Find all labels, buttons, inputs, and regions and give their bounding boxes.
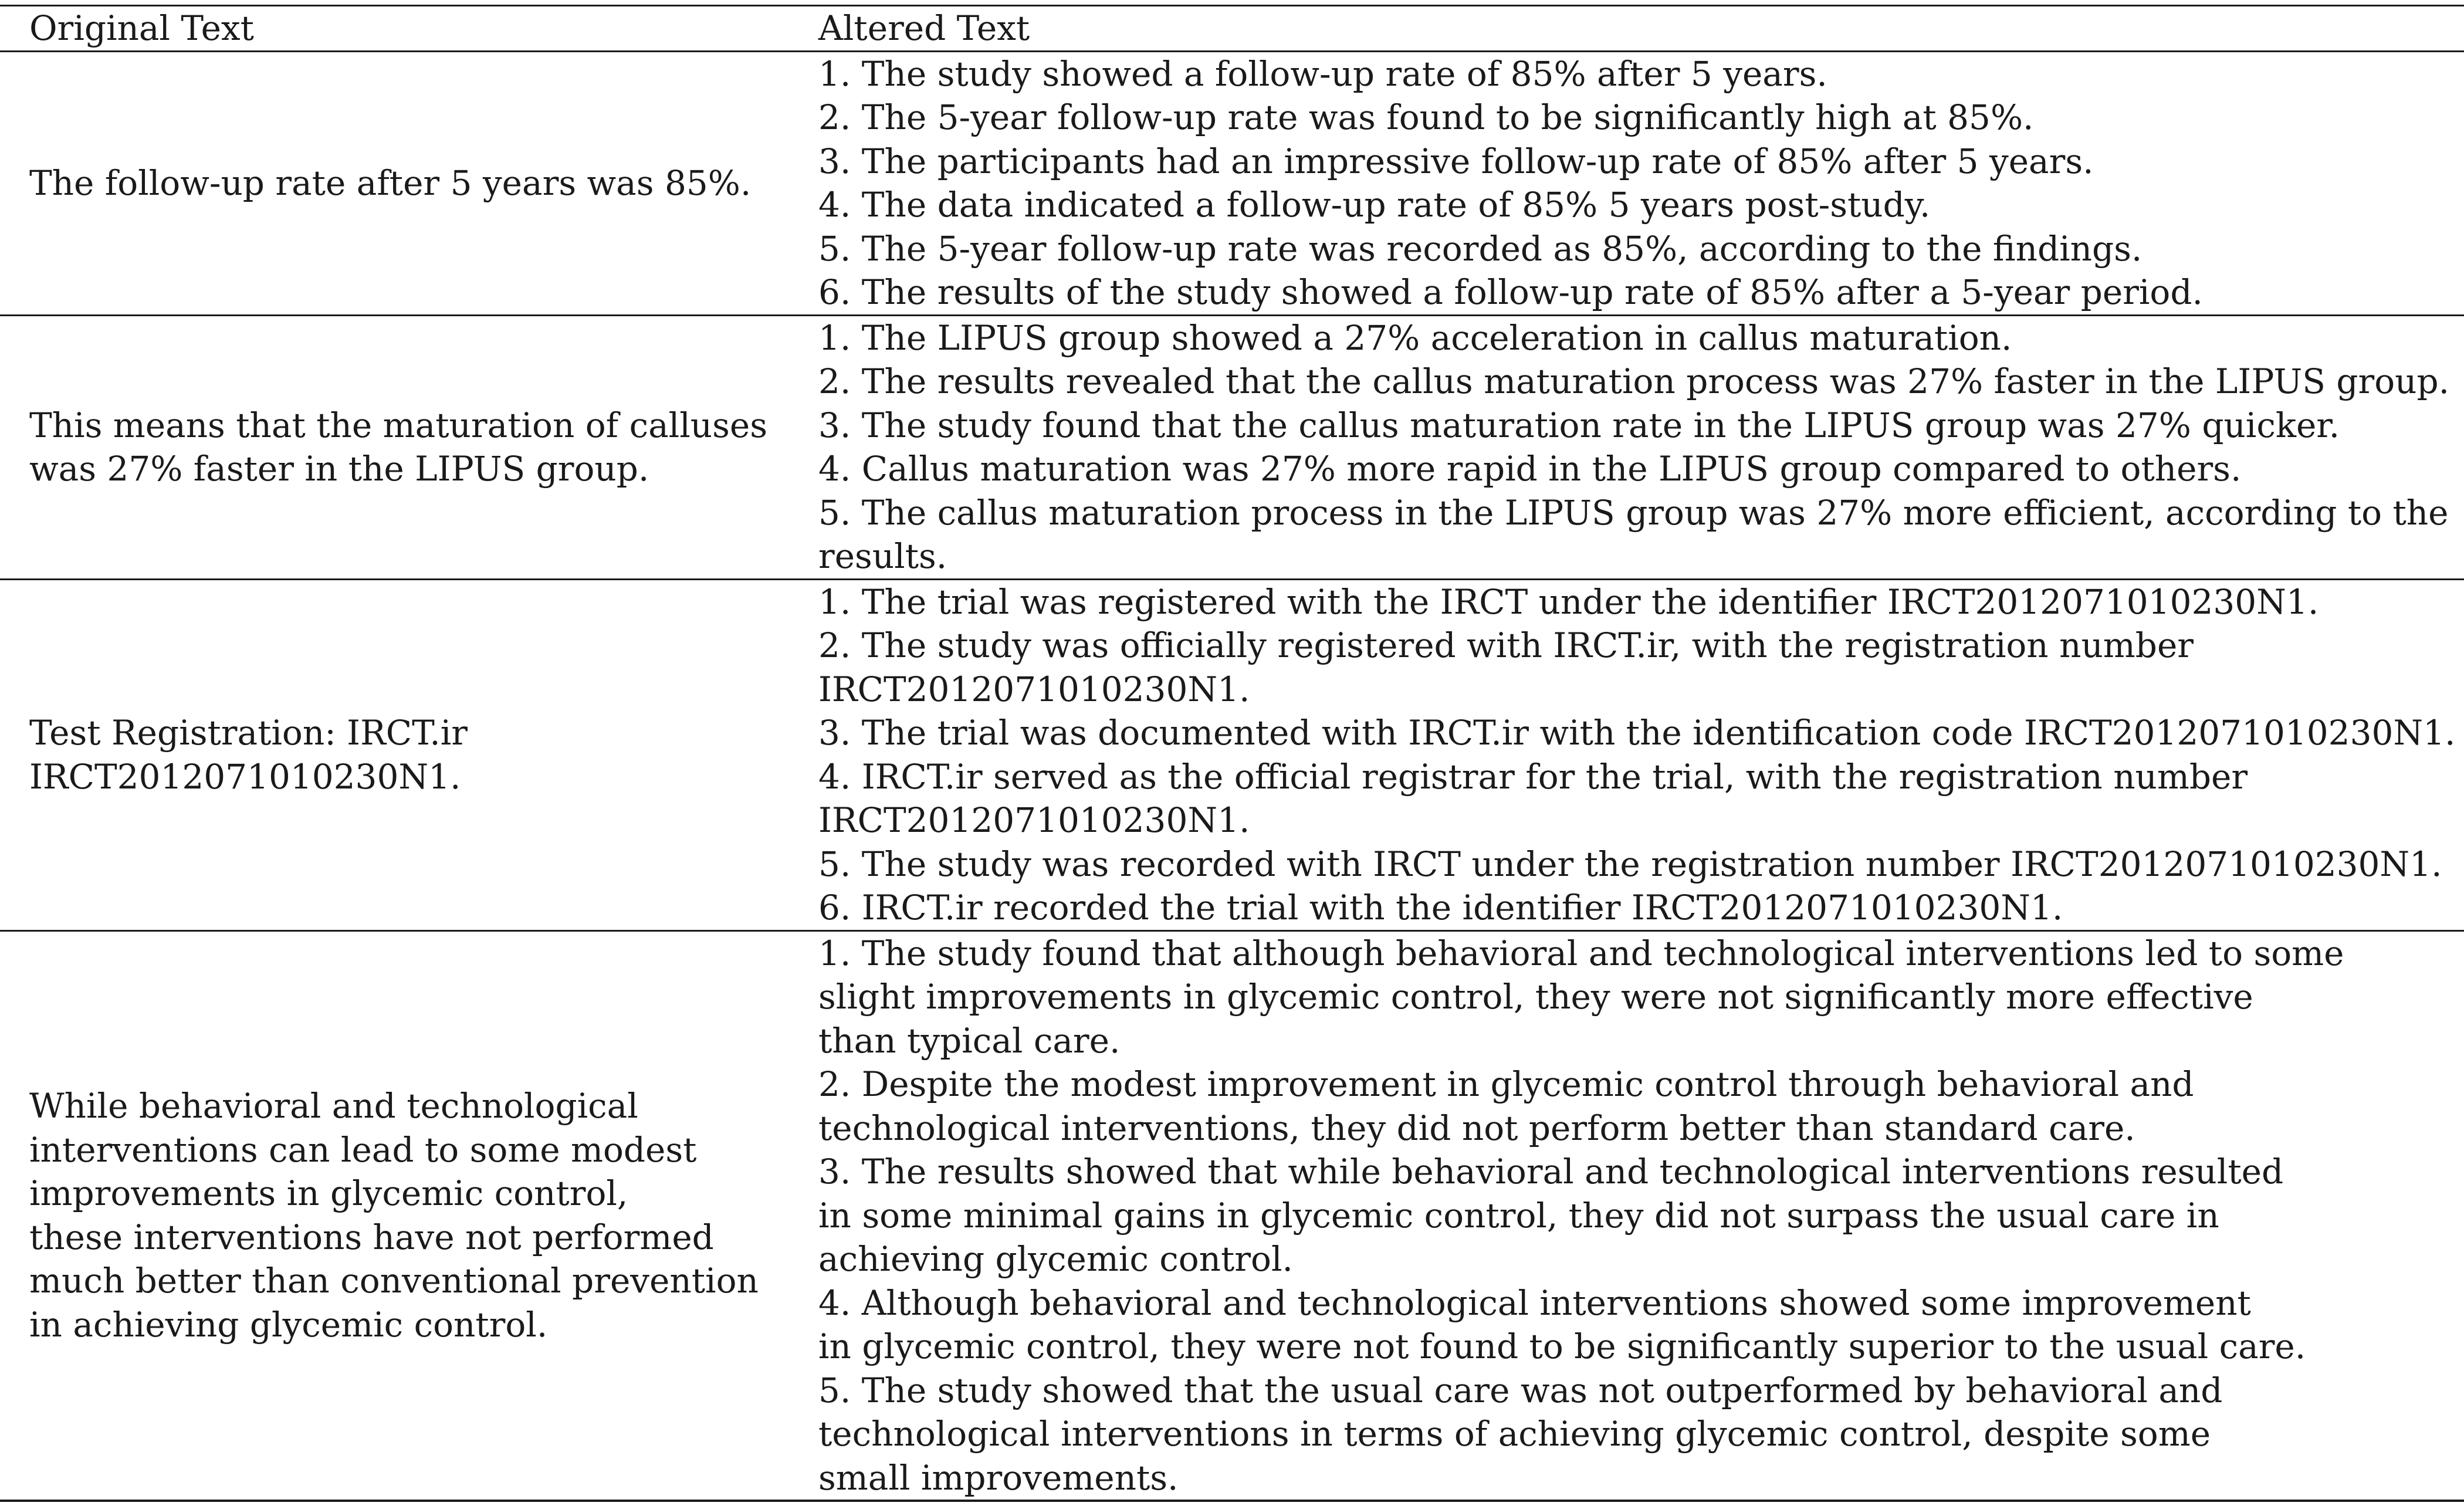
altered-text-line: technological interventions, they did not perform better than standard care. — [818, 1108, 2135, 1148]
altered-text-line: 1. The LIPUS group showed a 27% acceleration in callus maturation. — [818, 317, 2012, 358]
altered-text-line: 4. Although behavioral and technological interventions showed some improvement — [818, 1282, 2251, 1323]
altered-text-line: than typical care. — [818, 1020, 1121, 1061]
table-body — [0, 51, 2464, 1501]
original-text-line: improvements in glycemic control, — [29, 1173, 628, 1214]
altered-text-line: 2. The 5-year follow-up rate was found to be significantly high at 85%. — [818, 97, 2034, 137]
altered-text-line: 4. Callus maturation was 27% more rapid in the LIPUS group compared to others. — [818, 449, 2242, 489]
altered-text-cell — [792, 579, 2464, 930]
altered-text-line: 4. IRCT.ir served as the official registrar for the trial, with the registration number — [818, 756, 2248, 797]
table-row — [0, 579, 2464, 930]
original-text-cell — [0, 315, 792, 579]
altered-text-line: 5. The 5-year follow-up rate was recorded as 85%, according to the findings. — [818, 228, 2143, 269]
altered-text-cell — [792, 51, 2464, 315]
altered-text-line: slight improvements in glycemic control, they were not significantly more effective — [818, 977, 2253, 1017]
altered-text-line: achieving glycemic control. — [818, 1239, 1293, 1279]
altered-text-line: 5. The callus maturation process in the LIPUS group was 27% more efficient, according to the — [818, 492, 2449, 533]
table-row — [0, 315, 2464, 579]
altered-text-line: 1. The trial was registered with the IRCT under the identifier IRCT2012071010230N1. — [818, 581, 2319, 622]
altered-text-line: 1. The study found that although behavioral and technological interventions led to some — [818, 933, 2344, 973]
original-text-line: in achieving glycemic control. — [29, 1304, 548, 1345]
altered-text-cell — [792, 315, 2464, 579]
comparison-table — [0, 5, 2464, 1502]
original-text-line: IRCT2012071010230N1. — [29, 756, 461, 797]
altered-text-line: results. — [818, 536, 947, 576]
original-text-cell — [0, 579, 792, 930]
original-text-cell — [0, 51, 792, 315]
altered-text-line: IRCT2012071010230N1. — [818, 800, 1250, 840]
altered-text-line: in glycemic control, they were not found to be significantly superior to the usual care. — [818, 1326, 2306, 1366]
altered-text-cell — [792, 930, 2464, 1501]
altered-text-line: 5. The study was recorded with IRCT under the registration number IRCT2012071010230N1. — [818, 844, 2442, 884]
altered-text-line: 6. IRCT.ir recorded the trial with the identifier IRCT2012071010230N1. — [818, 888, 2063, 928]
original-text-line: The follow-up rate after 5 years was 85%. — [29, 163, 752, 203]
original-text-line: much better than conventional prevention — [29, 1261, 759, 1301]
altered-text-line: 5. The study showed that the usual care was not outperformed by behavioral and — [818, 1370, 2223, 1410]
altered-text-line: 3. The results showed that while behavioral and technological interventions resulted — [818, 1152, 2284, 1192]
altered-text-line: 3. The participants had an impressive follow-up rate of 85% after 5 years. — [818, 141, 2094, 181]
original-text-line: these interventions have not performed — [29, 1217, 714, 1257]
original-text-cell — [0, 930, 792, 1501]
altered-text-line: in some minimal gains in glycemic control, they did not surpass the usual care in — [818, 1195, 2219, 1236]
altered-text-line: small improvements. — [818, 1457, 1179, 1498]
altered-text-line: 1. The study showed a follow-up rate of 85% after 5 years. — [818, 53, 1827, 94]
header-altered-text: Altered Text — [792, 6, 2464, 52]
table-row — [0, 51, 2464, 315]
original-text-line: interventions can lead to some modest — [29, 1129, 697, 1170]
table-row — [0, 930, 2464, 1501]
original-text-line: While behavioral and technological — [29, 1086, 638, 1126]
header-original-text: Original Text — [0, 6, 792, 52]
table-header-row — [0, 6, 2464, 52]
original-text-line: was 27% faster in the LIPUS group. — [29, 449, 649, 489]
altered-text-line: 2. The results revealed that the callus maturation process was 27% faster in the LIPUS group. — [818, 361, 2450, 401]
altered-text-line: technological interventions in terms of achieving glycemic control, despite some — [818, 1414, 2211, 1454]
altered-text-line: 4. The data indicated a follow-up rate of 85% 5 years post-study. — [818, 185, 1931, 225]
altered-text-line: 6. The results of the study showed a follow-up rate of 85% after a 5-year period. — [818, 272, 2203, 312]
original-text-line: This means that the maturation of calluses — [29, 405, 767, 445]
altered-text-line: IRCT2012071010230N1. — [818, 669, 1250, 709]
altered-text-line: 2. The study was officially registered with IRCT.ir, with the registration number — [818, 625, 2194, 665]
altered-text-line: 3. The trial was documented with IRCT.ir with the identification code IRCT2012071010230N1. — [818, 713, 2456, 753]
altered-text-line: 3. The study found that the callus maturation rate in the LIPUS group was 27% quicker. — [818, 405, 2340, 445]
original-text-line: Test Registration: IRCT.ir — [29, 713, 468, 753]
altered-text-line: 2. Despite the modest improvement in glycemic control through behavioral and — [818, 1064, 2194, 1104]
